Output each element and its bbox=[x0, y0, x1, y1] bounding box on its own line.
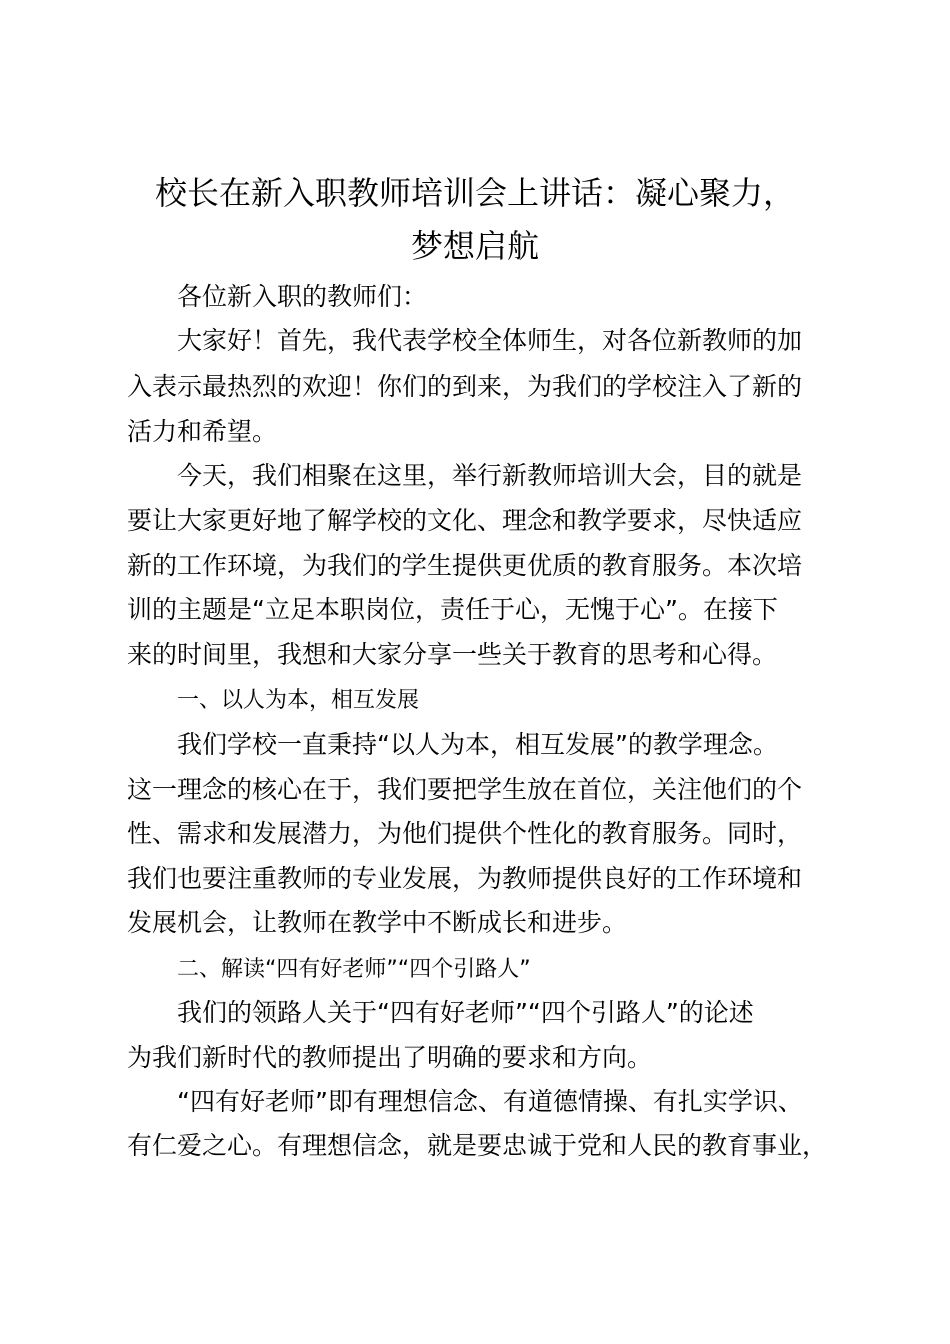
paragraph-line: 我们学校一直秉持“以人为本，相互发展”的教学理念。 bbox=[177, 730, 778, 759]
paragraph-line: 大家好！首先，我代表学校全体师生，对各位新教师的加 bbox=[177, 326, 803, 355]
paragraph-line: 活力和希望。 bbox=[127, 417, 278, 446]
title-line-1: 校长在新入职教师培训会上讲话：凝心聚力， bbox=[154, 174, 795, 212]
paragraph-line: 这一理念的核心在于，我们要把学生放在首位，关注他们的个 bbox=[127, 775, 803, 804]
paragraph-line: 今天，我们相聚在这里，举行新教师培训大会，目的就是 bbox=[177, 461, 803, 490]
section-heading-1: 一、以人为本，相互发展 bbox=[177, 688, 420, 713]
paragraph-line: 入表示最热烈的欢迎！你们的到来，为我们的学校注入了新的 bbox=[127, 372, 803, 401]
title-line-2: 梦想启航 bbox=[410, 227, 539, 265]
paragraph-line: 新的工作环境，为我们的学生提供更优质的教育服务。本次培 bbox=[127, 551, 803, 580]
paragraph-line: 我们也要注重教师的专业发展，为教师提供良好的工作环境和 bbox=[127, 864, 803, 893]
paragraph-line: 发展机会，让教师在教学中不断成长和进步。 bbox=[127, 908, 628, 937]
paragraph-line: “四有好老师”即有理想信念、有道德情操、有扎实学识、 bbox=[177, 1087, 803, 1116]
paragraph-line: 训的主题是“立足本职岗位，责任于心，无愧于心”。在接下 bbox=[127, 595, 778, 624]
salutation: 各位新入职的教师们： bbox=[177, 282, 428, 311]
paragraph-line: 有仁爱之心。有理想信念，就是要忠诚于党和人民的教育事业， bbox=[127, 1131, 828, 1160]
paragraph-line: 来的时间里，我想和大家分享一些关于教育的思考和心得。 bbox=[127, 640, 778, 669]
paragraph-line: 性、需求和发展潜力，为他们提供个性化的教育服务。同时， bbox=[127, 819, 803, 848]
paragraph-line: 我们的领路人关于“四有好老师”“四个引路人”的论述 bbox=[177, 998, 754, 1027]
paragraph-line: 要让大家更好地了解学校的文化、理念和教学要求，尽快适应 bbox=[127, 506, 803, 535]
paragraph-line: 为我们新时代的教师提出了明确的要求和方向。 bbox=[127, 1043, 653, 1072]
section-heading-2: 二、解读“四有好老师”“四个引路人” bbox=[177, 957, 531, 982]
